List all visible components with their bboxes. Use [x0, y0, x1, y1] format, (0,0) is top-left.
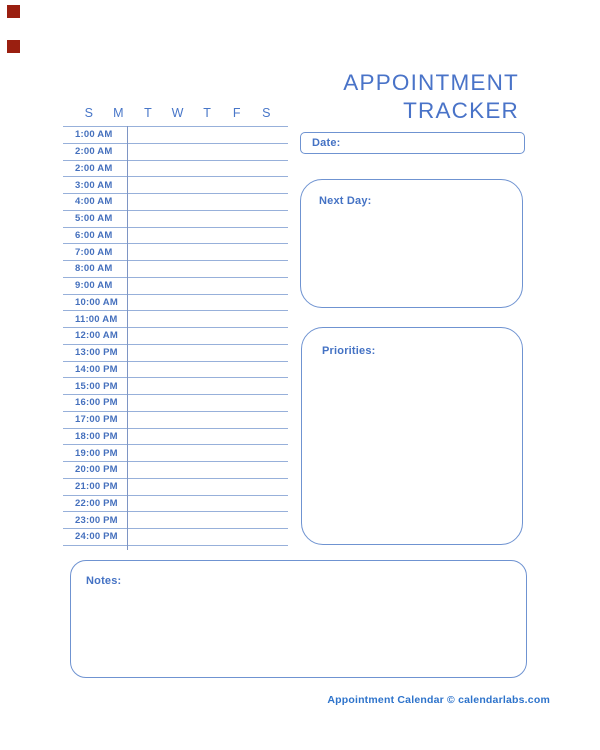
- notes-label: Notes:: [86, 575, 122, 587]
- priorities-label: Priorities:: [322, 345, 376, 357]
- date-field[interactable]: [300, 132, 525, 154]
- schedule-time-label: 1:00 AM: [75, 129, 113, 141]
- priorities-field[interactable]: [301, 327, 523, 545]
- schedule-rows: [63, 127, 288, 546]
- week-day-header: [74, 105, 281, 121]
- week-day-letter: S: [84, 106, 93, 120]
- schedule-row[interactable]: [63, 161, 288, 178]
- schedule-row[interactable]: [63, 295, 288, 312]
- schedule-row[interactable]: [63, 144, 288, 161]
- schedule-row[interactable]: [63, 378, 288, 395]
- schedule-time-label: 12:00 AM: [75, 330, 118, 342]
- page-title-line2: TRACKER: [403, 97, 519, 123]
- schedule-time-label: 15:00 PM: [75, 380, 118, 392]
- schedule-time-label: 2:00 AM: [75, 146, 113, 158]
- schedule-row[interactable]: [63, 345, 288, 362]
- schedule-time-label: 16:00 PM: [75, 397, 118, 409]
- schedule-row[interactable]: [63, 228, 288, 245]
- schedule-time-label: 5:00 AM: [75, 213, 113, 225]
- schedule-row[interactable]: [63, 362, 288, 379]
- schedule-row[interactable]: [63, 412, 288, 429]
- schedule-row[interactable]: [63, 429, 288, 446]
- schedule-time-label: 14:00 PM: [75, 363, 118, 375]
- schedule-time-label: 2:00 AM: [75, 162, 113, 174]
- red-annotation-marker-top: [7, 5, 20, 18]
- schedule-row[interactable]: [63, 328, 288, 345]
- next-day-label: Next Day:: [319, 195, 372, 207]
- week-day-letter: T: [203, 106, 211, 120]
- schedule-row[interactable]: [63, 529, 288, 546]
- schedule-row[interactable]: [63, 211, 288, 228]
- schedule-time-label: 4:00 AM: [75, 196, 113, 208]
- schedule-time-label: 11:00 AM: [75, 313, 118, 325]
- schedule-time-label: 8:00 AM: [75, 263, 113, 275]
- notes-field[interactable]: [70, 560, 527, 678]
- schedule-row[interactable]: [63, 244, 288, 261]
- schedule-time-label: 9:00 AM: [75, 280, 113, 292]
- schedule-time-label: 24:00 PM: [75, 531, 118, 543]
- schedule-table: [63, 126, 288, 546]
- schedule-time-label: 17:00 PM: [75, 414, 118, 426]
- week-day-letter: F: [232, 106, 241, 120]
- schedule-time-label: 13:00 PM: [75, 347, 118, 359]
- schedule-row[interactable]: [63, 278, 288, 295]
- red-annotation-marker-bottom: [7, 40, 20, 53]
- page-title: [343, 69, 519, 124]
- schedule-row[interactable]: [63, 496, 288, 513]
- date-label: Date:: [312, 137, 341, 149]
- schedule-row[interactable]: [63, 512, 288, 529]
- schedule-time-label: 22:00 PM: [75, 497, 118, 509]
- schedule-row[interactable]: [63, 445, 288, 462]
- week-day-letter: T: [144, 106, 152, 120]
- schedule-time-label: 18:00 PM: [75, 430, 118, 442]
- schedule-row[interactable]: [63, 462, 288, 479]
- schedule-row[interactable]: [63, 311, 288, 328]
- next-day-field[interactable]: [300, 179, 523, 308]
- schedule-row[interactable]: [63, 127, 288, 144]
- schedule-time-label: 3:00 AM: [75, 179, 113, 191]
- schedule-row[interactable]: [63, 261, 288, 278]
- schedule-time-label: 10:00 AM: [75, 296, 118, 308]
- week-day-letter: W: [171, 106, 184, 120]
- schedule-time-label: 21:00 PM: [75, 481, 118, 493]
- week-day-letter: M: [113, 106, 124, 120]
- schedule-time-label: 19:00 PM: [75, 447, 118, 459]
- schedule-time-label: 20:00 PM: [75, 464, 118, 476]
- schedule-row[interactable]: [63, 395, 288, 412]
- schedule-row[interactable]: [63, 479, 288, 496]
- schedule-row[interactable]: [63, 177, 288, 194]
- page-title-line1: APPOINTMENT: [343, 70, 519, 95]
- schedule-divider-line: [127, 126, 128, 550]
- week-day-letter: S: [262, 106, 271, 120]
- schedule-time-label: 7:00 AM: [75, 246, 113, 258]
- schedule-time-label: 6:00 AM: [75, 229, 113, 241]
- schedule-row[interactable]: [63, 194, 288, 211]
- footer-credit: Appointment Calendar © calendarlabs.com: [327, 694, 550, 706]
- schedule-time-label: 23:00 PM: [75, 514, 118, 526]
